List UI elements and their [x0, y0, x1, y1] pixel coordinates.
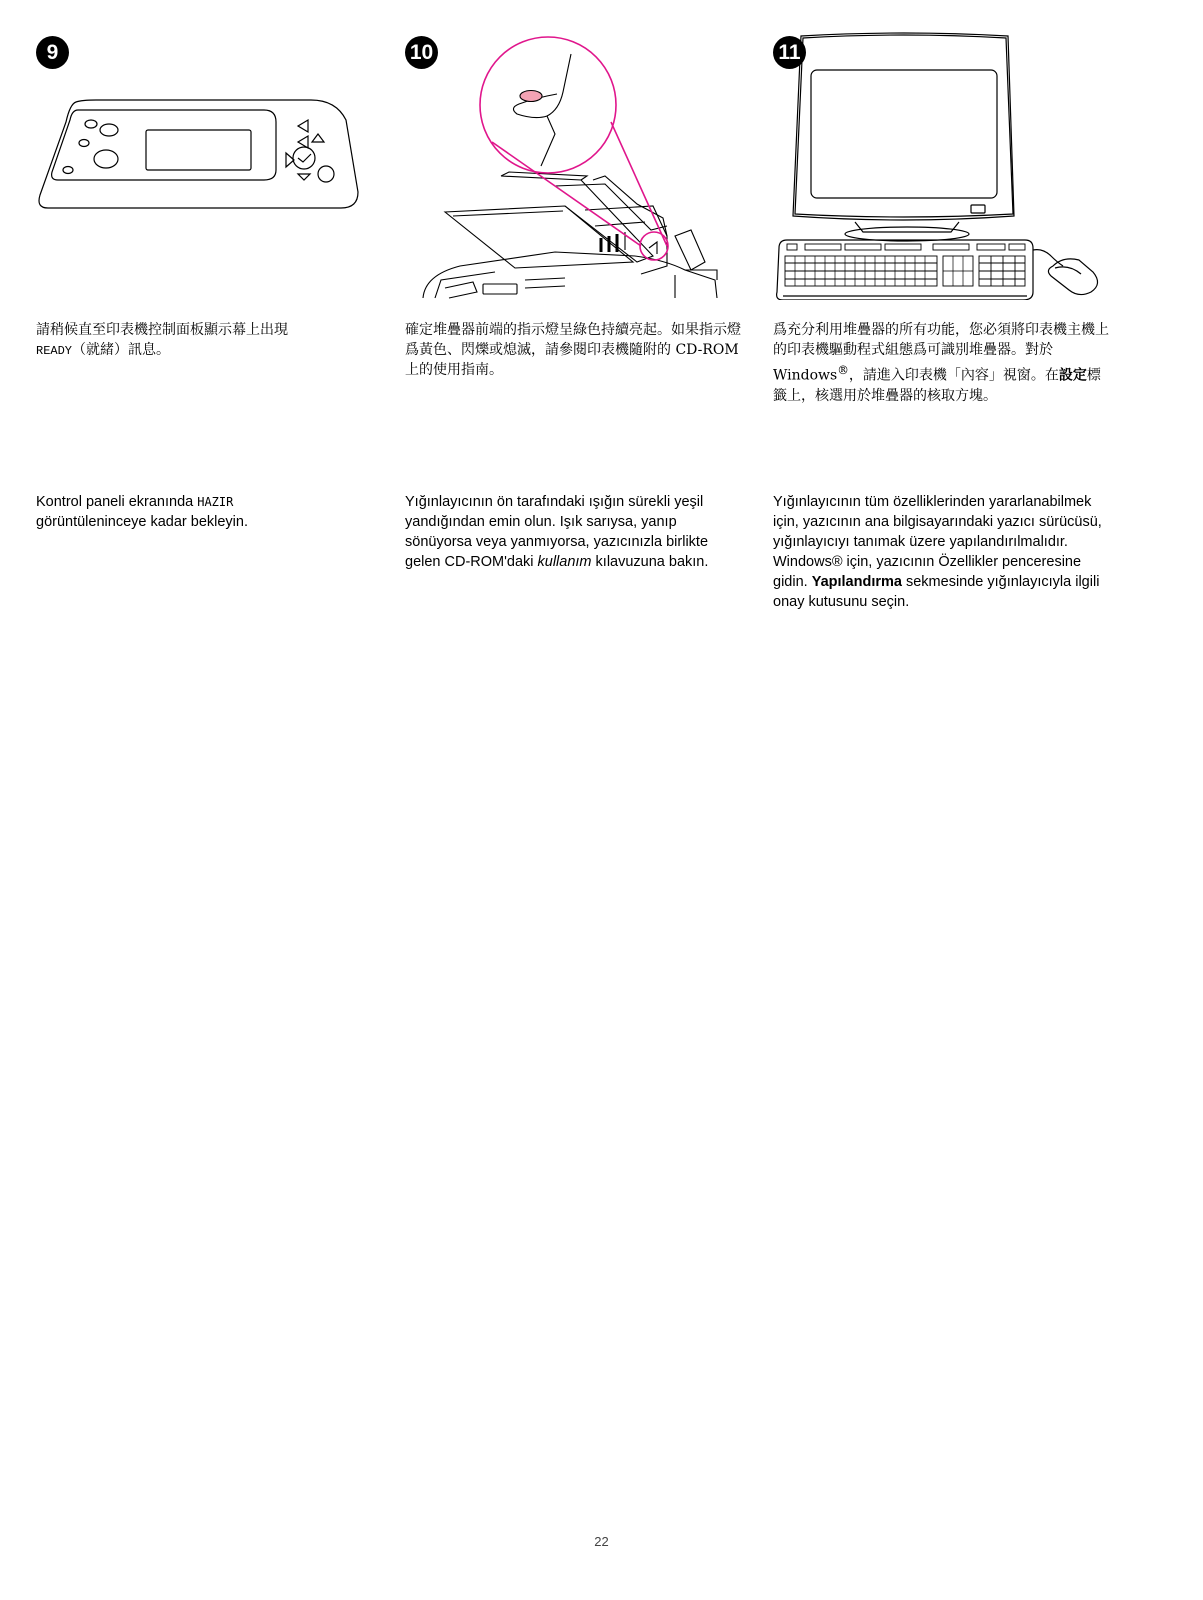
step-11-chinese-text	[773, 320, 1109, 406]
step-10-chinese-text: 確定堆疊器前端的指示燈呈綠色持續亮起。如果指示燈爲黃色、閃爍或熄滅，請參閱印表機隨附的 CD-ROM 上的使用指南。	[405, 322, 741, 378]
step-number: 9	[36, 36, 69, 69]
tr-text-2: sekmesinde yığınlayıcıyla ilgili onay kutusunu seçin.	[773, 574, 1100, 610]
zh-text: 請稍候直至印表機控制面板顯示幕上出現	[36, 322, 288, 338]
zh-reg: ®	[837, 363, 849, 377]
tr-code: HAZIR	[197, 495, 234, 509]
zh-text-1: 爲充分利用堆疊器的所有功能，您必須將印表機主機上的印表機驅動程式組態爲可識別堆疊器。對於 Windows	[773, 322, 1109, 384]
zh-text-3: 標籤上，核選用於堆疊器的核取方塊。	[773, 367, 1101, 404]
tr-text-1: Yığınlayıcının tüm özelliklerinden yararlanabilmek için, yazıcının ana bilgisayarındaki yazıcı sürücüsü, yığınlayıcıyı tanımak üzere yapılandırılmalıdır. Windows® için, yazıcının Özellikler penceresine gidin.	[773, 494, 1102, 590]
step-11-turkish-text	[773, 492, 1113, 612]
stacker-printer-illustration	[405, 30, 735, 300]
step-10-turkish-text	[405, 492, 745, 572]
zh-tail: （就緒）訊息。	[72, 342, 171, 358]
step-9-turkish-text	[36, 492, 376, 532]
zh-bold: 設定	[1058, 367, 1087, 384]
step-number: 10	[405, 36, 438, 69]
zh-text-2: ，請進入印表機「內容」視窗。在	[848, 367, 1059, 384]
tr-text-1: Yığınlayıcının ön tarafındaki ışığın sürekli yeşil yandığından emin olun. Işık sarıysa, yanıp sönüyorsa veya yanmıyorsa, yazıcınızla birlikte gelen CD-ROM'daki	[405, 494, 709, 570]
tr-bold: Yapılandırma	[811, 574, 902, 590]
control-panel-illustration	[36, 30, 376, 230]
tr-text-1: Kontrol paneli ekranında	[36, 494, 198, 510]
step-9-chinese-text	[36, 320, 372, 361]
tr-text-2: görüntüleninceye kadar bekleyin.	[36, 514, 248, 530]
tr-italic: kullanım	[537, 554, 592, 570]
zh-code: READY	[36, 344, 73, 358]
tr-text-2: kılavuzuna bakın.	[591, 554, 709, 570]
page-number: 22	[594, 1534, 609, 1549]
computer-illustration	[773, 30, 1113, 300]
step-number: 11	[773, 36, 806, 69]
